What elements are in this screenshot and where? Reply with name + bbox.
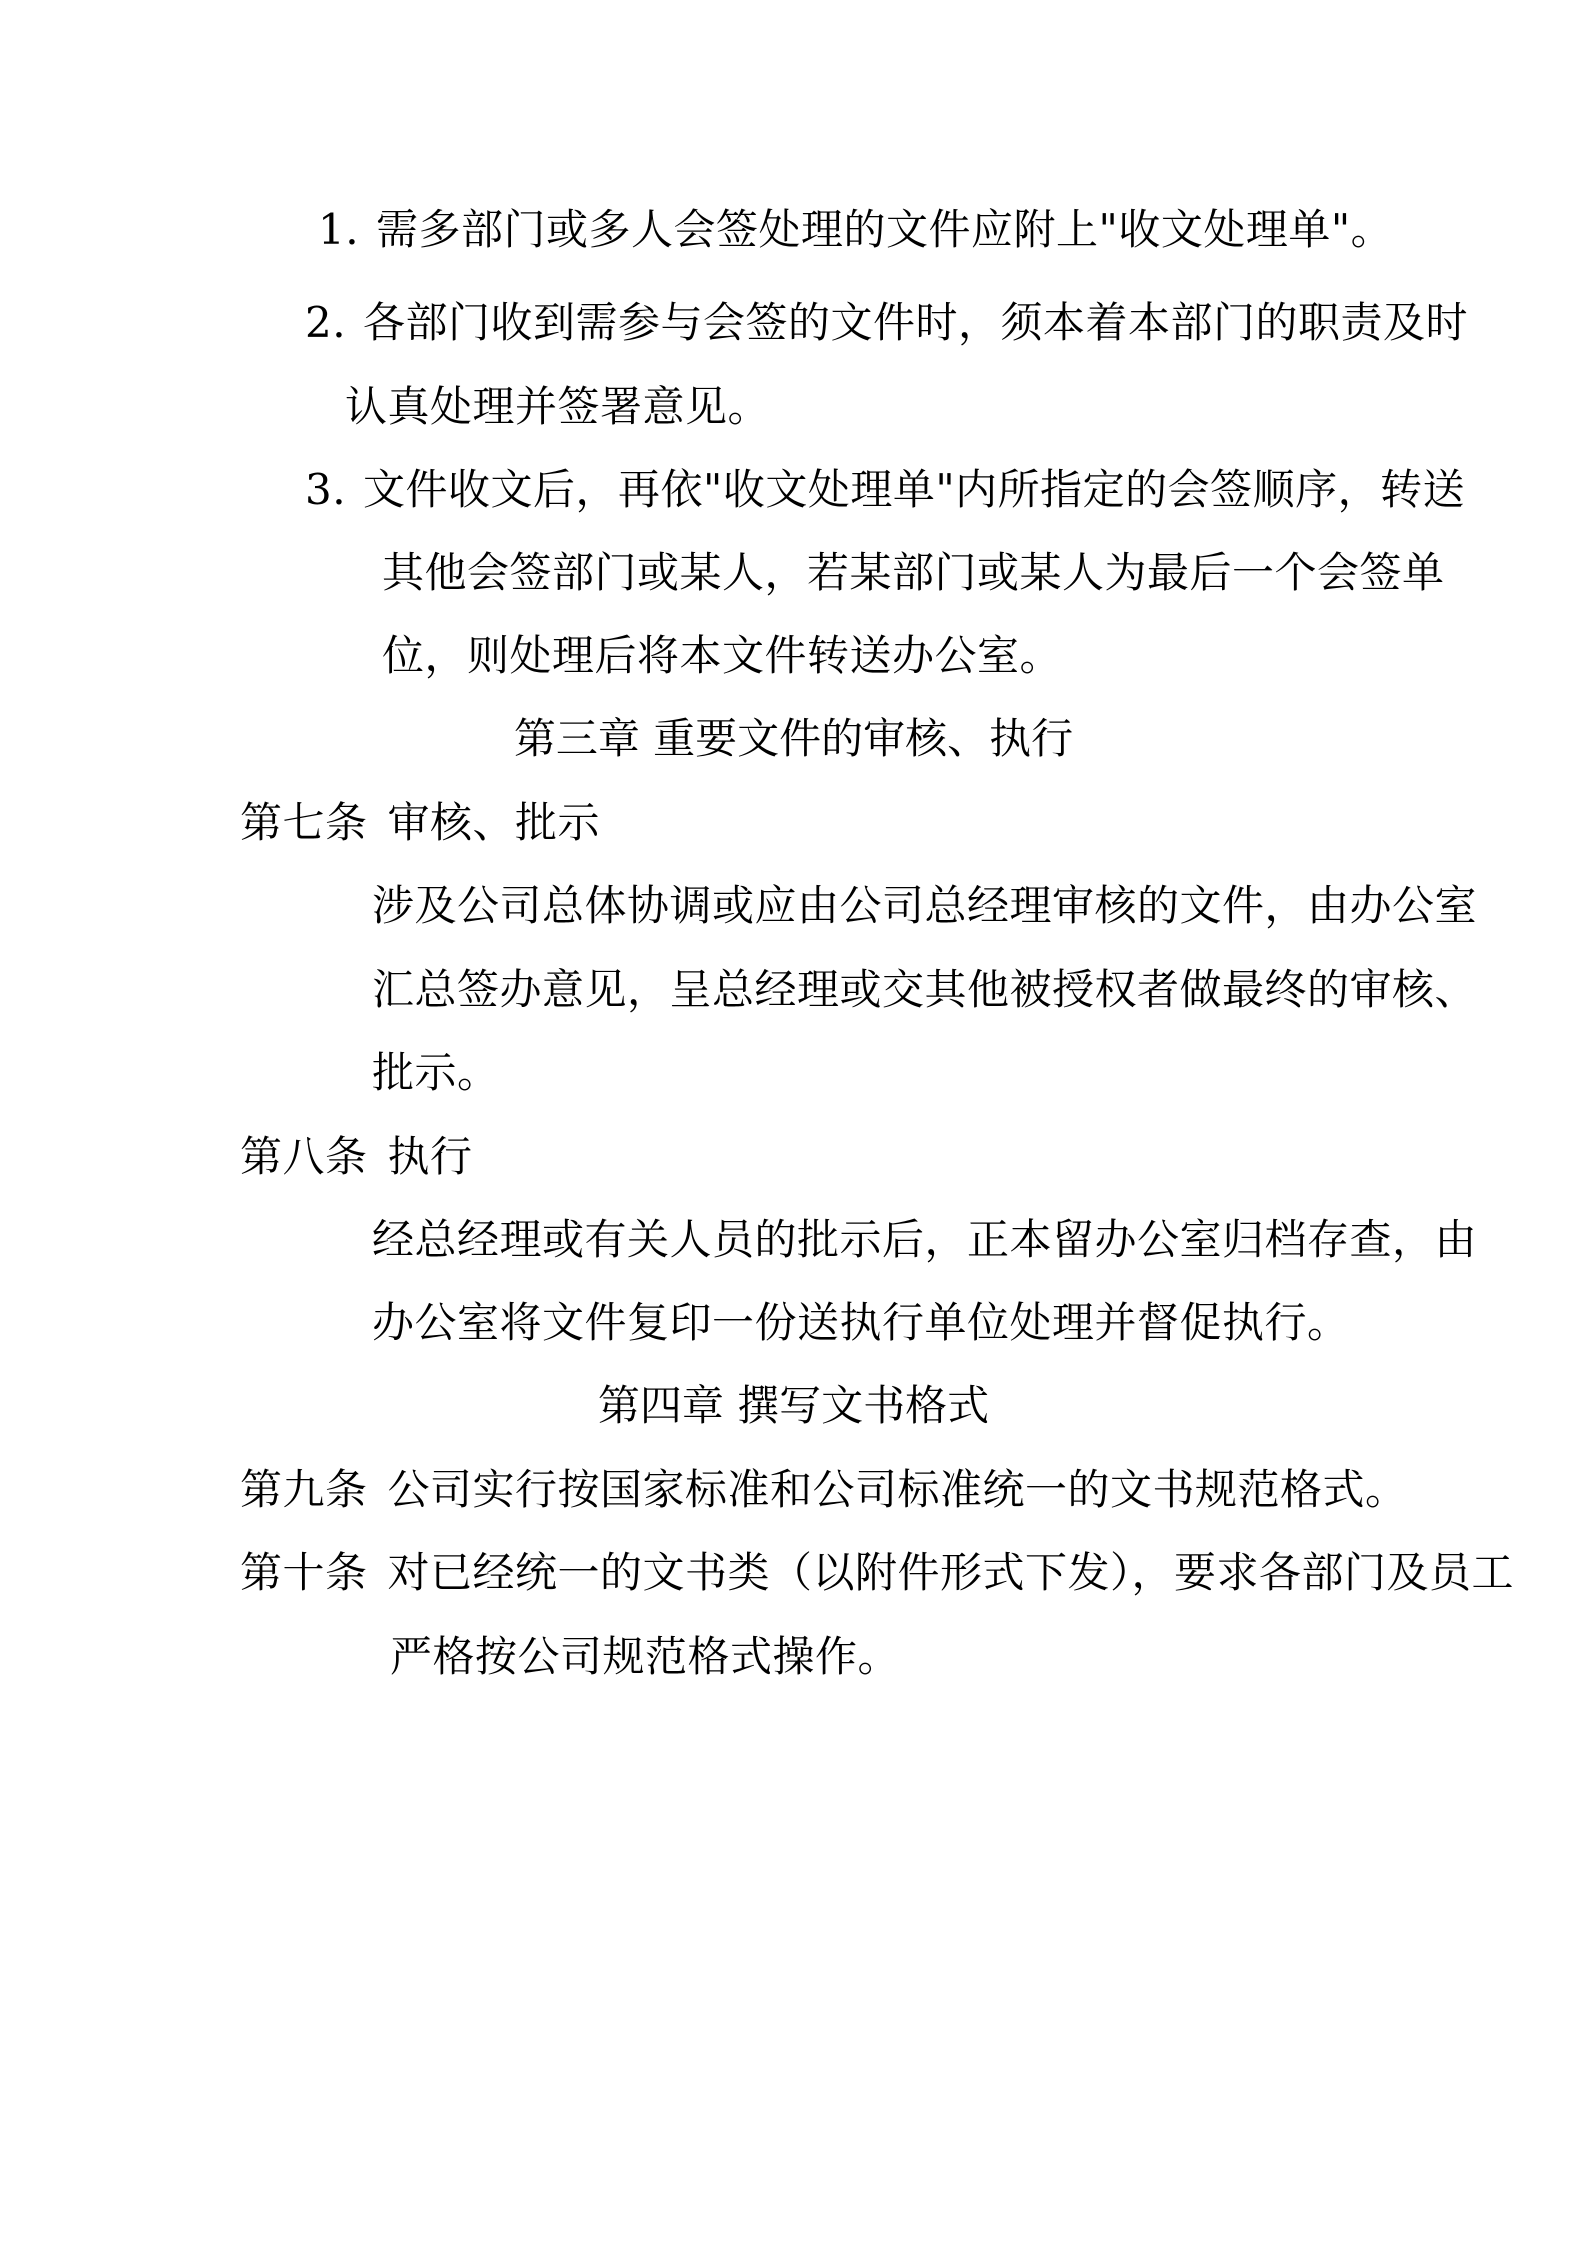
list-number: 1.	[318, 205, 360, 254]
article-9	[240, 1464, 1408, 1516]
article-text: 公司实行按国家标准和公司标准统一的文书规范格式。	[387, 1465, 1408, 1514]
article-8-body: 经总经理或有关人员的批示后，正本留办公室归档存查，由	[372, 1215, 1478, 1264]
article-10-continuation: 严格按公司规范格式操作。	[390, 1632, 901, 1681]
article-text: 对已经统一的文书类（以附件形式下发），要求各部门及员工	[387, 1548, 1515, 1597]
article-7-body: 批示。	[372, 1048, 500, 1097]
article-label: 第七条	[240, 798, 368, 847]
article-8-body: 办公室将文件复印一份送执行单位处理并督促执行。	[372, 1298, 1350, 1347]
article-7-body: 涉及公司总体协调或应由公司总经理审核的文件，由办公室	[372, 881, 1478, 930]
article-label: 第九条	[240, 1465, 368, 1514]
list-number: 3.	[305, 465, 347, 514]
article-7-body: 汇总签办意见，呈总经理或交其他被授权者做最终的审核、	[372, 965, 1478, 1014]
list-item-3-continuation: 其他会签部门或某人，若某部门或某人为最后一个会签单	[382, 548, 1445, 597]
article-title: 执行	[387, 1132, 473, 1181]
chapter-4-heading: 第四章 撰写文书格式	[597, 1381, 990, 1430]
chapter-3-heading: 第三章 重要文件的审核、执行	[513, 714, 1074, 763]
article-title: 审核、批示	[387, 798, 601, 847]
article-label: 第十条	[240, 1548, 368, 1597]
list-item-1	[318, 204, 1393, 256]
article-8-heading	[240, 1131, 473, 1183]
article-10	[240, 1547, 1514, 1599]
list-text: 需多部门或多人会签处理的文件应附上"收文处理单"。	[376, 205, 1394, 254]
list-text: 各部门收到需参与会签的文件时，须本着本部门的职责及时	[363, 298, 1469, 347]
list-item-2	[305, 297, 1468, 349]
list-item-2-continuation: 认真处理并签署意见。	[345, 382, 771, 431]
article-label: 第八条	[240, 1132, 368, 1181]
list-text: 文件收文后，再依"收文处理单"内所指定的会签顺序，转送	[363, 465, 1466, 514]
article-7-heading	[240, 797, 600, 849]
list-item-3-continuation: 位，则处理后将本文件转送办公室。	[382, 631, 1063, 680]
list-number: 2.	[305, 298, 347, 347]
list-item-3	[305, 464, 1465, 516]
